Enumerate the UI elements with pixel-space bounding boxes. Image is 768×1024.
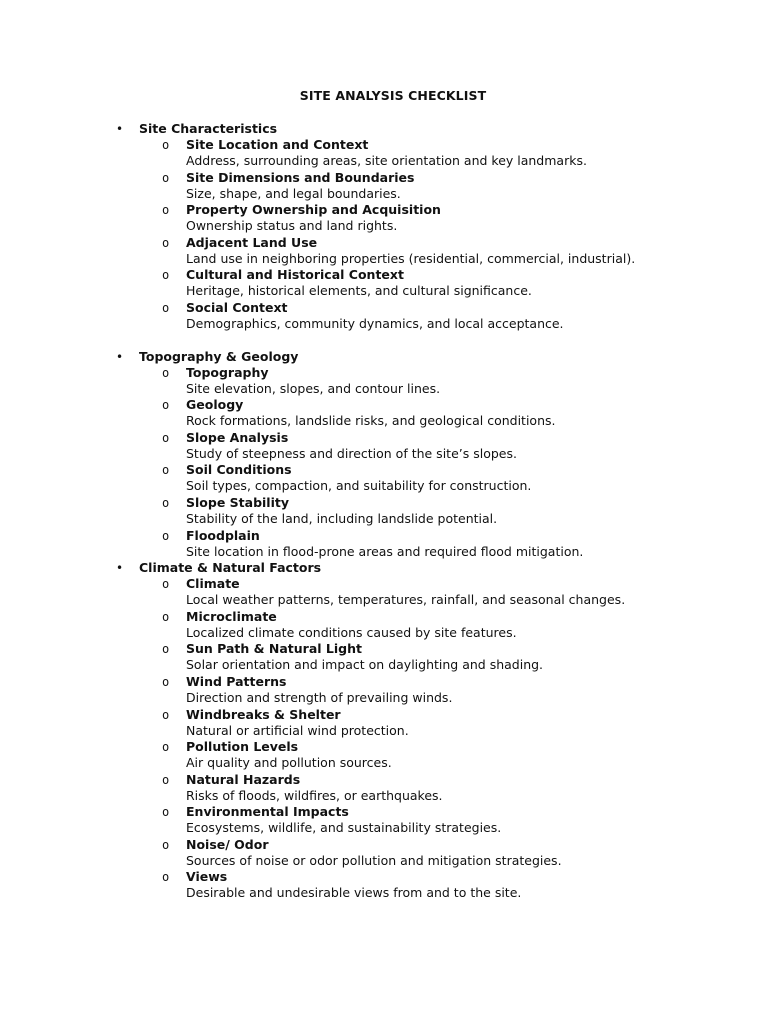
list-item [0, 495, 768, 528]
list-item [0, 869, 768, 902]
item-title: Slope Analysis [186, 429, 289, 445]
list-item [0, 837, 768, 870]
list-item [0, 528, 768, 561]
item-description: Risks of floods, wildfires, or earthquakes. [186, 787, 443, 803]
checklist-section [0, 560, 768, 902]
section-title: Site Characteristics [139, 121, 278, 136]
item-title: Site Location and Context [186, 137, 369, 152]
item-title: Pollution Levels [186, 739, 299, 755]
list-item [0, 267, 768, 300]
item-description: Desirable and undesirable views from and to the site. [186, 885, 522, 901]
item-title: Views [186, 869, 228, 885]
item-title: Site Dimensions and Boundaries [186, 169, 415, 185]
item-description: Sources of noise or odor pollution and mitigation strategies. [186, 852, 562, 868]
item-description: Site elevation, slopes, and contour lines. [186, 380, 441, 396]
item-description: Heritage, historical elements, and cultural significance. [186, 283, 532, 299]
list-item [0, 609, 768, 642]
circle-bullet-icon: o [162, 138, 170, 152]
item-description: Stability of the land, including landslide potential. [186, 510, 498, 526]
section-title: Climate & Natural Factors [139, 560, 322, 576]
item-description: Land use in neighboring properties (residential, commercial, industrial). [186, 250, 636, 266]
list-item [0, 170, 768, 203]
circle-bullet-icon: o [162, 870, 170, 885]
list-item [0, 772, 768, 805]
item-description: Ecosystems, wildlife, and sustainability strategies. [186, 820, 502, 836]
item-description: Localized climate conditions caused by site features. [186, 624, 517, 640]
bullet-icon: • [116, 561, 124, 576]
item-description: Air quality and pollution sources. [186, 755, 392, 771]
bullet-icon: • [116, 349, 124, 364]
item-description: Solar orientation and impact on daylighting and shading. [186, 657, 544, 673]
item-title: Floodplain [186, 527, 260, 543]
item-title: Windbreaks & Shelter [186, 706, 341, 722]
circle-bullet-icon: o [162, 430, 170, 445]
list-item [0, 397, 768, 430]
item-description: Soil types, compaction, and suitability for construction. [186, 478, 532, 494]
item-description: Ownership status and land rights. [186, 218, 398, 234]
circle-bullet-icon: o [162, 398, 170, 413]
circle-bullet-icon: o [162, 577, 170, 592]
list-item [0, 739, 768, 772]
item-title: Topography [186, 364, 269, 380]
item-title: Sun Path & Natural Light [186, 641, 362, 657]
circle-bullet-icon: o [162, 365, 170, 380]
item-description: Natural or artificial wind protection. [186, 722, 409, 738]
list-item [0, 804, 768, 837]
list-item [0, 365, 768, 398]
item-title: Adjacent Land Use [186, 234, 318, 250]
page-title: SITE ANALYSIS CHECKLIST [299, 88, 487, 103]
item-description: Size, shape, and legal boundaries. [186, 185, 401, 201]
item-description: Direction and strength of prevailing winds. [186, 689, 453, 705]
item-description: Site location in flood-prone areas and required flood mitigation. [186, 543, 584, 559]
section-title: Topography & Geology [139, 348, 299, 364]
list-item [0, 462, 768, 495]
circle-bullet-icon: o [162, 805, 170, 820]
circle-bullet-icon: o [162, 772, 170, 787]
list-item [0, 137, 768, 170]
circle-bullet-icon: o [162, 203, 170, 218]
list-item [0, 430, 768, 463]
circle-bullet-icon: o [162, 463, 170, 478]
item-title: Cultural and Historical Context [186, 267, 404, 283]
circle-bullet-icon: o [162, 268, 170, 283]
circle-bullet-icon: o [162, 609, 170, 624]
circle-bullet-icon: o [162, 642, 170, 657]
circle-bullet-icon: o [162, 837, 170, 852]
item-title: Property Ownership and Acquisition [186, 202, 441, 218]
list-item [0, 674, 768, 707]
item-title: Wind Patterns [186, 673, 287, 689]
circle-bullet-icon: o [162, 300, 170, 315]
item-description: Local weather patterns, temperatures, rainfall, and seasonal changes. [186, 592, 626, 608]
list-item [0, 202, 768, 235]
circle-bullet-icon: o [162, 170, 170, 185]
list-item [0, 576, 768, 609]
item-title: Soil Conditions [186, 462, 292, 478]
item-title: Climate [186, 576, 240, 592]
section-heading [0, 560, 768, 576]
item-title: Environmental Impacts [186, 804, 349, 820]
checklist [0, 121, 768, 902]
circle-bullet-icon: o [162, 740, 170, 755]
item-title: Noise/ Odor [186, 836, 269, 852]
item-title: Slope Stability [186, 494, 289, 510]
checklist-section [0, 349, 768, 561]
list-item [0, 707, 768, 740]
item-title: Geology [186, 397, 244, 413]
bullet-icon: • [116, 122, 124, 136]
section-heading [0, 349, 768, 365]
item-title: Social Context [186, 299, 288, 315]
circle-bullet-icon: o [162, 235, 170, 250]
circle-bullet-icon: o [162, 528, 170, 543]
circle-bullet-icon: o [162, 674, 170, 689]
section-heading [0, 121, 768, 137]
checklist-section [0, 121, 768, 333]
item-description: Demographics, community dynamics, and local acceptance. [186, 315, 564, 331]
item-description: Study of steepness and direction of the site’s slopes. [186, 445, 517, 461]
circle-bullet-icon: o [162, 495, 170, 510]
item-title: Natural Hazards [186, 771, 301, 787]
item-title: Microclimate [186, 608, 277, 624]
item-description: Address, surrounding areas, site orientation and key landmarks. [186, 153, 587, 168]
item-description: Rock formations, landslide risks, and geological conditions. [186, 413, 556, 429]
list-item [0, 300, 768, 333]
list-item [0, 235, 768, 268]
list-item [0, 641, 768, 674]
circle-bullet-icon: o [162, 707, 170, 722]
